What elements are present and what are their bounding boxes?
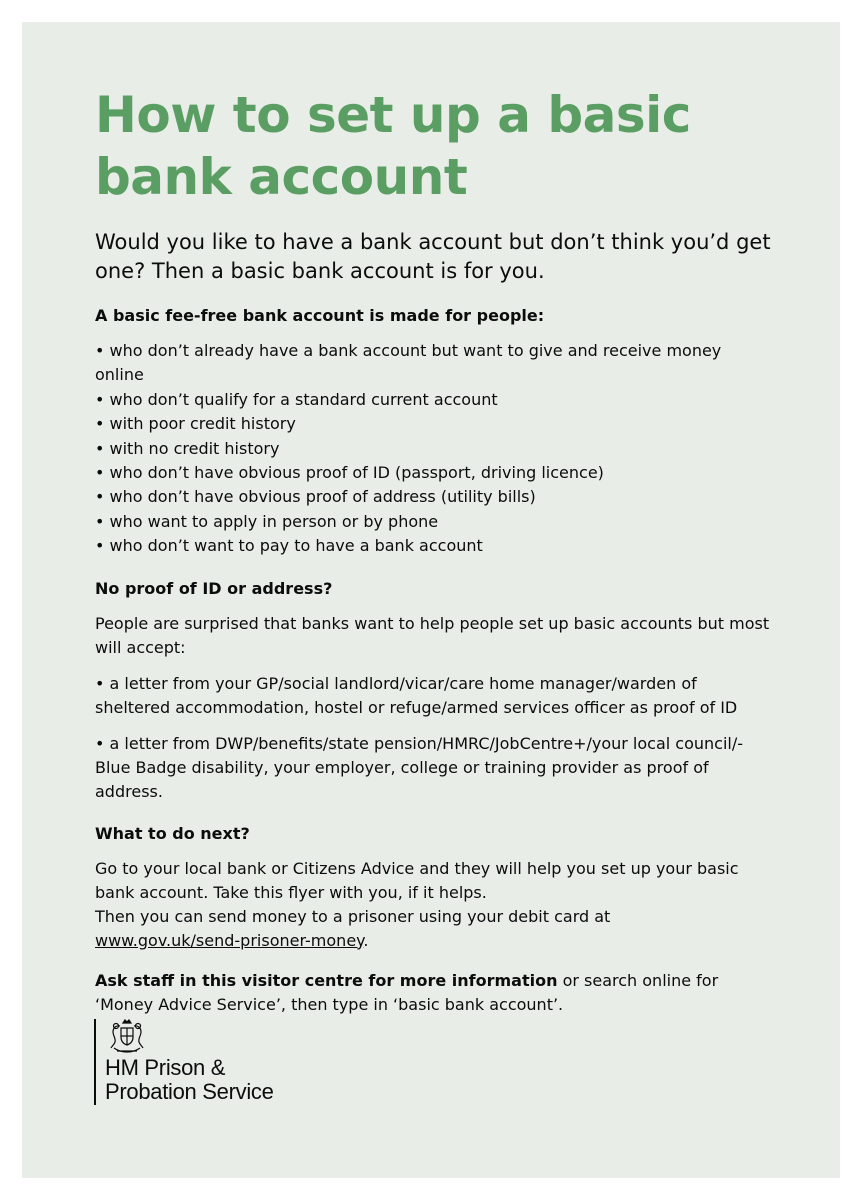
logo-wordmark bbox=[105, 1056, 274, 1104]
hmpps-logo bbox=[94, 1019, 314, 1105]
list-item: • who don’t want to pay to have a bank account bbox=[95, 536, 483, 556]
logo-line-1: HM Prison & bbox=[105, 1055, 226, 1080]
proof-id-point: • a letter from your GP/social landlord/vicar/care home manager/warden of sheltered accommodation, hostel or refuge/armed services officer as proof of ID bbox=[95, 673, 738, 717]
list-item: • who don’t have obvious proof of address (utility bills) bbox=[95, 487, 536, 507]
logo-line-2: Probation Service bbox=[105, 1079, 274, 1104]
footer-note bbox=[95, 969, 775, 1017]
footer-note-bold: Ask staff in this visitor centre for more information bbox=[95, 970, 558, 990]
lead-text: Would you like to have a bank account but don’t think you’d get one? Then a basic bank account is for you. bbox=[95, 230, 771, 283]
list-item: • who don’t already have a bank account but want to give and receive money online bbox=[95, 341, 722, 385]
list-item: • who want to apply in person or by phone bbox=[95, 511, 439, 531]
proof-intro: People are surprised that banks want to help people set up basic accounts but most will accept: bbox=[95, 613, 770, 657]
list-item: • who don’t qualify for a standard current account bbox=[95, 389, 498, 409]
flyer-content bbox=[95, 84, 775, 1017]
list-item: • with no credit history bbox=[95, 438, 280, 458]
next-text bbox=[95, 857, 775, 953]
footer-note-rest: or search online for ‘Money Advice Service’, then type in ‘basic bank account’. bbox=[95, 970, 719, 1014]
next-text-1: Go to your local bank or Citizens Advice and they will help you set up your basic bank account. Take this flyer with you, if it helps. bbox=[95, 858, 739, 902]
list-item: • who don’t have obvious proof of ID (passport, driving licence) bbox=[95, 463, 604, 483]
people-heading: A basic fee-free bank account is made for people: bbox=[95, 306, 545, 325]
proof-heading: No proof of ID or address? bbox=[95, 578, 333, 598]
page-title: How to set up a basic bank account bbox=[95, 86, 691, 206]
next-heading: What to do next? bbox=[95, 823, 250, 843]
send-prisoner-money-link[interactable]: www.gov.uk/send-prisoner-money bbox=[95, 930, 364, 950]
people-list bbox=[95, 339, 775, 559]
list-item: • with poor credit history bbox=[95, 414, 296, 434]
flyer-sheet bbox=[22, 22, 840, 1178]
next-text-2: Then you can send money to a prisoner using your debit card at bbox=[95, 906, 611, 926]
link-period: . bbox=[363, 930, 369, 950]
proof-address-point: • a letter from DWP/benefits/state pension/HMRC/JobCentre+/your local council/-Blue Badge disability, your employer, college or training provider as proof of address. bbox=[95, 733, 744, 801]
logo-rule bbox=[94, 1019, 96, 1105]
royal-coat-of-arms-icon bbox=[108, 1019, 146, 1055]
